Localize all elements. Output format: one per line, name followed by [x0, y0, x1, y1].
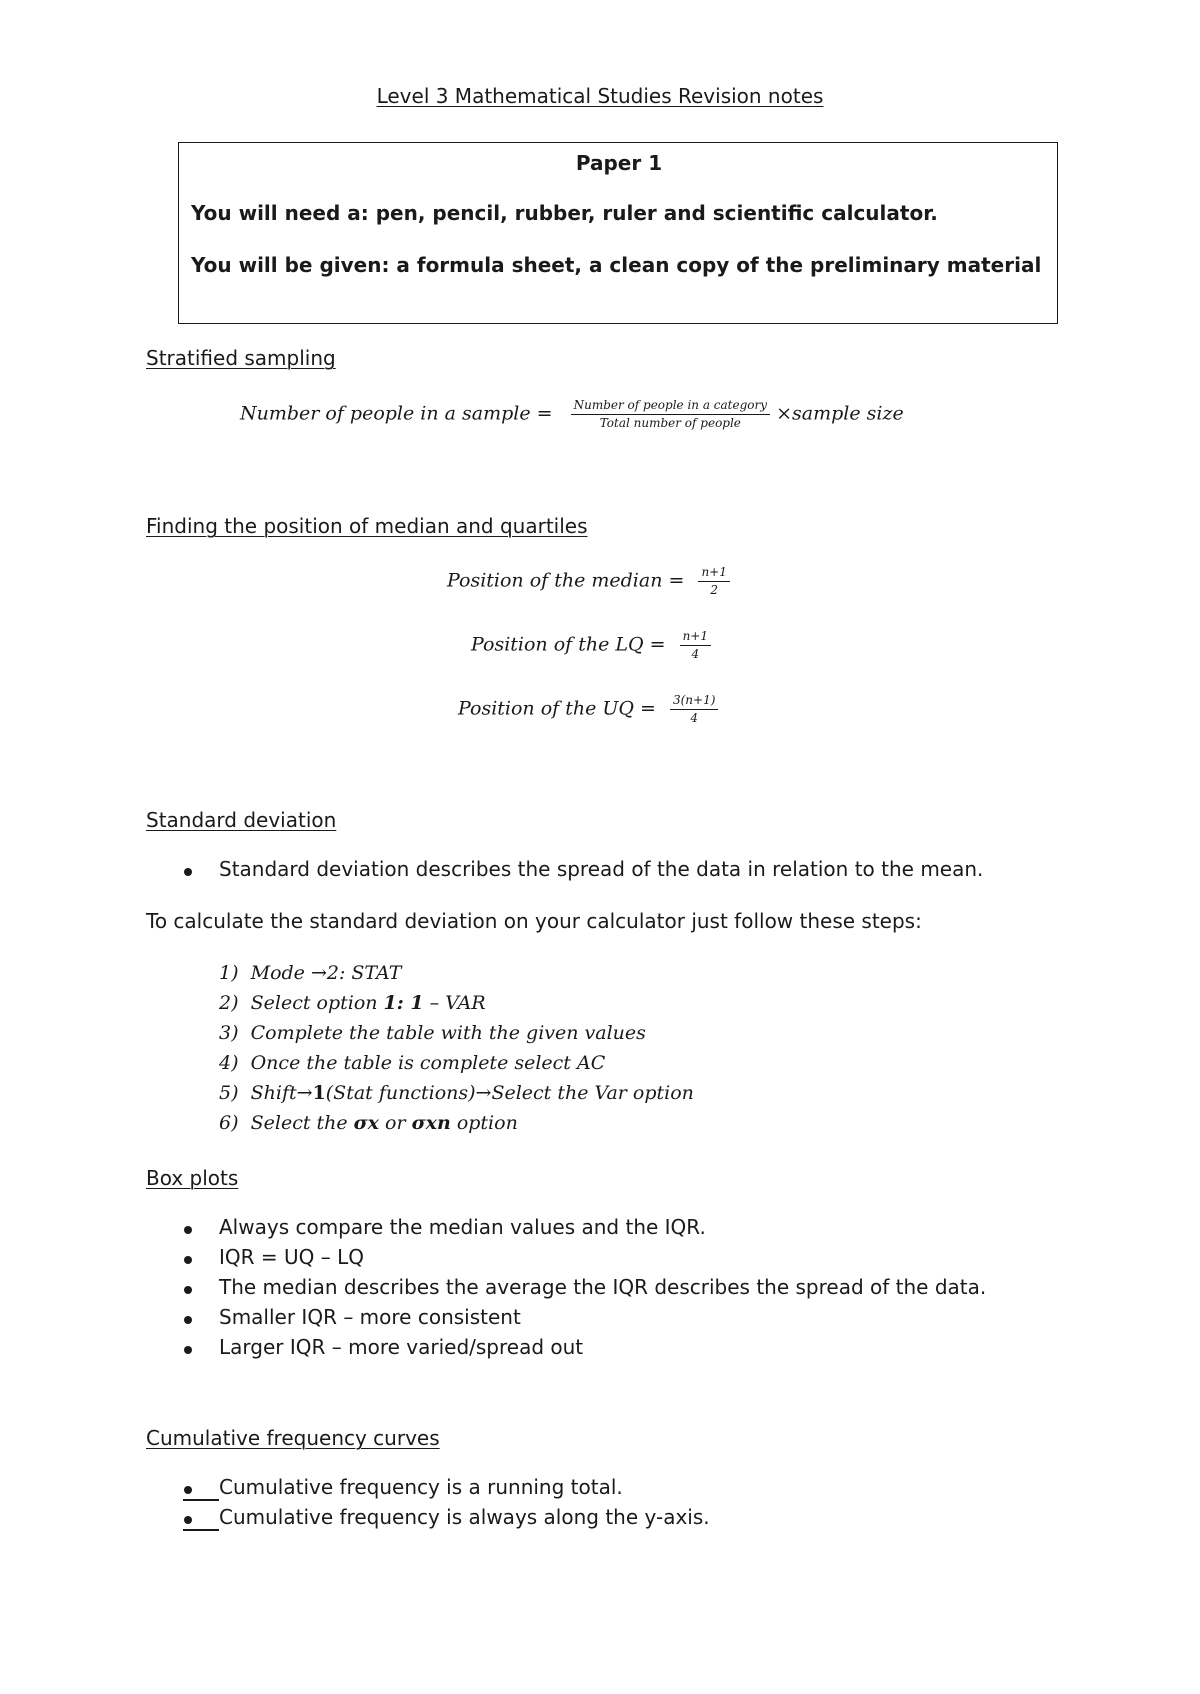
step-text: Complete the table with the given values [250, 1022, 646, 1044]
step-text: Mode →2: STAT [250, 962, 402, 984]
quartiles-heading: Finding the position of median and quartiles [146, 514, 588, 538]
uq-fraction [670, 693, 718, 726]
lq-numerator: n+1 [680, 629, 711, 646]
bullet-icon [184, 1316, 192, 1324]
boxplot-item: Always compare the median values and the IQR. [219, 1215, 706, 1239]
stratified-heading: Stratified sampling [146, 346, 336, 370]
bullet-icon [184, 1286, 192, 1294]
step-number: 1) [219, 962, 239, 984]
step-text: Shift→ [250, 1082, 313, 1104]
paper-heading: Paper 1 [575, 151, 663, 175]
boxplot-item: Larger IQR – more varied/spread out [219, 1335, 584, 1359]
step-bold-text: σxn [411, 1112, 451, 1134]
cumulative-item: Cumulative frequency is a running total. [219, 1475, 623, 1499]
stratified-fraction [571, 398, 770, 431]
boxplots-heading: Box plots [146, 1166, 239, 1190]
step-number: 3) [219, 1022, 239, 1044]
boxplot-item: Smaller IQR – more consistent [219, 1305, 521, 1329]
median-numerator: n+1 [698, 565, 729, 582]
stratified-rhs: ×sample size [776, 402, 904, 425]
cumulative-item: Cumulative frequency is always along the y-axis. [219, 1505, 710, 1529]
bullet-icon [184, 1226, 192, 1234]
lq-lhs: Position of the LQ = [471, 633, 666, 656]
step-4 [219, 1052, 605, 1074]
step-bold-text: 1 [312, 1082, 326, 1104]
step-number: 6) [219, 1112, 239, 1134]
median-fraction [698, 565, 729, 598]
bullet-icon [184, 1256, 192, 1264]
stratified-denominator: Total number of people [599, 416, 741, 430]
step-3 [219, 1022, 646, 1044]
median-lhs: Position of the median = [447, 569, 685, 592]
stratified-lhs: Number of people in a sample = [240, 402, 553, 425]
stddev-intro: To calculate the standard deviation on your calculator just follow these steps: [146, 909, 922, 933]
step-number: 2) [219, 992, 239, 1014]
step-text: Select option [250, 992, 384, 1014]
boxplot-item: The median describes the average the IQR describes the spread of the data. [219, 1275, 987, 1299]
uq-numerator: 3(n+1) [670, 693, 718, 710]
step-text: Select the [250, 1112, 354, 1134]
bullet-icon [184, 1346, 192, 1354]
lq-denominator: 4 [691, 647, 700, 661]
step-number: 5) [219, 1082, 239, 1104]
bullet-icon [184, 1516, 192, 1524]
step-text: (Stat functions)→Select the Var option [325, 1082, 694, 1104]
bullet-underline [183, 1499, 219, 1501]
step-text: Once the table is complete select AC [250, 1052, 606, 1074]
step-text: or [379, 1112, 412, 1134]
step-bold-text: σx [353, 1112, 380, 1134]
lq-fraction [680, 629, 711, 662]
page-title: Level 3 Mathematical Studies Revision notes [376, 84, 824, 108]
median-denominator: 2 [710, 583, 718, 597]
paper-given-text: You will be given: a formula sheet, a clean copy of the preliminary material [191, 253, 1042, 277]
paper-info-box [178, 142, 1058, 324]
boxplot-item: IQR = UQ – LQ [219, 1245, 364, 1269]
stddev-bullet-text: Standard deviation describes the spread of the data in relation to the mean. [219, 857, 984, 881]
lq-formula [471, 629, 711, 662]
step-5 [219, 1082, 694, 1104]
uq-denominator: 4 [690, 711, 699, 725]
step-2 [219, 992, 486, 1014]
step-text: – VAR [423, 992, 486, 1014]
step-bold-text: 1: 1 [383, 992, 424, 1014]
stratified-numerator: Number of people in a category [571, 398, 770, 415]
step-number: 4) [219, 1052, 239, 1074]
step-text: option [450, 1112, 518, 1134]
bullet-icon [184, 868, 192, 876]
stddev-heading: Standard deviation [146, 808, 337, 832]
median-formula [447, 565, 730, 598]
uq-formula [458, 693, 718, 726]
uq-lhs: Position of the UQ = [458, 697, 656, 720]
bullet-underline [183, 1529, 219, 1531]
step-6 [219, 1112, 518, 1134]
bullet-icon [184, 1486, 192, 1494]
paper-need-text: You will need a: pen, pencil, rubber, ruler and scientific calculator. [191, 201, 938, 225]
cumulative-heading: Cumulative frequency curves [146, 1426, 440, 1450]
step-1 [219, 962, 401, 984]
stratified-formula [240, 398, 904, 431]
